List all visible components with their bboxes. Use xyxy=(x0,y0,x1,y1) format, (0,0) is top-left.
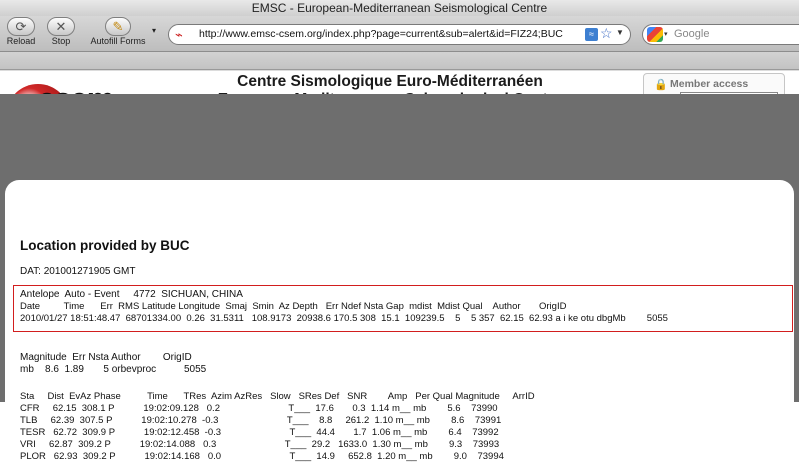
station-row: CFR 62.15 308.1 P 19:02:09.128 0.2 T___ 17.6 0.3 1.14 m__ mb 5.6 73990 xyxy=(20,403,498,414)
station-row: TLB 62.39 307.5 P 19:02:10.278 -0.3 T___ 8.8 261.2 1.10 m__ mb 8.6 73991 xyxy=(20,415,502,426)
url-field[interactable] xyxy=(168,24,631,45)
site-title-fr: Centre Sismologique Euro-Méditerranéen xyxy=(237,73,543,90)
site-favicon-icon: ⌁ xyxy=(175,27,183,42)
browser-toolbar xyxy=(0,16,799,52)
engine-dropdown-icon[interactable]: ▾ xyxy=(664,31,668,38)
stop-label: Stop xyxy=(51,36,71,46)
search-placeholder: Google xyxy=(674,28,710,40)
pencil-icon: ✎ xyxy=(105,17,131,36)
event-line: Antelope Auto - Event 4772 SICHUAN, CHINA xyxy=(20,289,243,300)
magnitude-header: Magnitude Err Nsta Author OrigID xyxy=(20,352,192,363)
bookmark-star-icon[interactable]: ☆ xyxy=(600,25,613,41)
url-history-dropdown-icon[interactable]: ▼ xyxy=(616,28,624,37)
bookmarks-bar xyxy=(0,52,799,70)
station-row: VRI 62.87 309.2 P 19:02:14.088 0.3 T___ 29.2 1633.0 1.30 m__ mb 9.3 73993 xyxy=(20,439,500,450)
google-engine-icon[interactable] xyxy=(647,27,663,42)
search-field[interactable] xyxy=(642,24,799,45)
stop-button[interactable] xyxy=(45,17,77,46)
toolbar-dropdown-icon[interactable]: ▾ xyxy=(152,26,157,35)
origin-header-line: Date Time Err RMS Latitude Longitude Smaj Smin Az Depth Err Ndef Nsta Gap mdist Mdist Qual Author OrigID xyxy=(20,301,567,312)
autofill-label: Autofill Forms xyxy=(90,36,146,46)
station-row: PLOR 62.93 309.2 P 19:02:14.168 0.0 T___ 14.9 652.8 1.20 m__ mb 9.0 73994 xyxy=(20,451,504,462)
stop-icon: ✕ xyxy=(47,17,75,36)
reload-button[interactable] xyxy=(5,17,37,46)
origin-data-line: 2010/01/27 18:51:48.47 68701334.00 0.26 31.5311 108.9173 20938.6 170.5 308 15.1 109239.5 5 5 357 62.15 62.93 a i ke otu dbgMb 5055 xyxy=(20,313,668,324)
station-row: TESR 62.72 309.9 P 19:02:12.458 -0.3 T___ 44.4 1.7 1.06 m__ mb 6.4 73992 xyxy=(20,427,499,438)
rss-icon[interactable]: ≈ xyxy=(585,28,598,41)
url-text: http://www.emsc-csem.org/index.php?page=current&sub=alert&id=FIZ24;BUC xyxy=(199,28,563,40)
reload-label: Reload xyxy=(6,36,36,46)
window-title: EMSC - European-Mediterranean Seismological Centre xyxy=(0,0,799,16)
magnitude-line: mb 8.6 1.89 5 orbevproc 5055 xyxy=(20,364,207,375)
lock-icon: 🔒 xyxy=(654,79,668,91)
autofill-button[interactable] xyxy=(86,17,150,46)
reload-icon: ⟳ xyxy=(7,17,35,36)
member-access-title: Member access xyxy=(670,78,749,90)
station-header: Sta Dist EvAz Phase Time TRes Azim AzRes Slow SRes Def SNR Amp Per Qual Magnitude ArrID xyxy=(20,391,535,402)
page-title: Location provided by BUC xyxy=(20,238,190,253)
dat-line: DAT: 201001271905 GMT xyxy=(20,266,136,277)
